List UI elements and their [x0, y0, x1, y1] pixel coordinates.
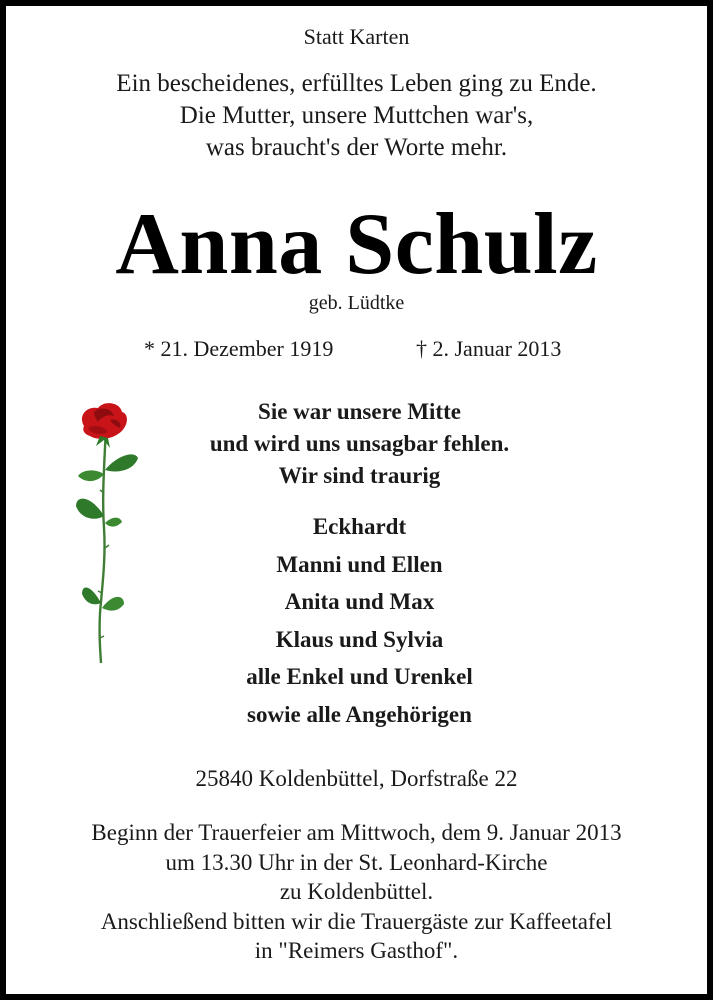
mourner-entry: Anita und Max — [284, 589, 435, 614]
death-date: † 2. Januar 2013 — [416, 336, 562, 361]
header-text: Statt Karten — [303, 24, 410, 49]
quote-line: Wir sind traurig — [278, 463, 441, 488]
ceremony-line: Anschließend bitten wir die Trauergäste zur Kaffeetafel — [100, 908, 613, 934]
verse-line: was braucht's der Worte mehr. — [205, 134, 508, 161]
ceremony-line: in "Reimers Gasthof". — [254, 938, 459, 963]
quote-line: Sie war unsere Mitte — [258, 399, 461, 424]
verse — [6, 68, 707, 164]
quote — [6, 396, 707, 492]
mourner-entry: alle Enkel und Urenkel — [246, 664, 473, 689]
verse-line: Die Mutter, unsere Muttchen war's, — [179, 102, 534, 129]
mourner-entry: Manni und Ellen — [276, 551, 443, 577]
ceremony-line: Beginn der Trauerfeier am Mittwoch, dem 9. Januar 2013 — [91, 820, 622, 845]
ceremony-line: um 13.30 Uhr in der St. Leonhard-Kirche — [165, 849, 548, 875]
mourner-entry: sowie alle Angehörigen — [247, 701, 472, 727]
maiden-name: geb. Lüdtke — [308, 292, 405, 314]
ceremony-info — [6, 818, 707, 966]
ceremony-line: zu Koldenbüttel. — [279, 879, 434, 904]
mourners-list — [6, 508, 707, 733]
address: 25840 Koldenbüttel, Dorfstraße 22 — [195, 766, 518, 791]
mourner-entry: Eckhardt — [312, 514, 407, 539]
quote-line: und wird uns unsagbar fehlen. — [209, 431, 510, 456]
birth-date: * 21. Dezember 1919 — [144, 336, 334, 361]
deceased-name: Anna Schulz — [115, 196, 598, 293]
verse-line: Ein bescheidenes, erfülltes Leben ging zu Ende. — [116, 70, 597, 97]
mourner-entry: Klaus und Sylvia — [275, 626, 444, 652]
